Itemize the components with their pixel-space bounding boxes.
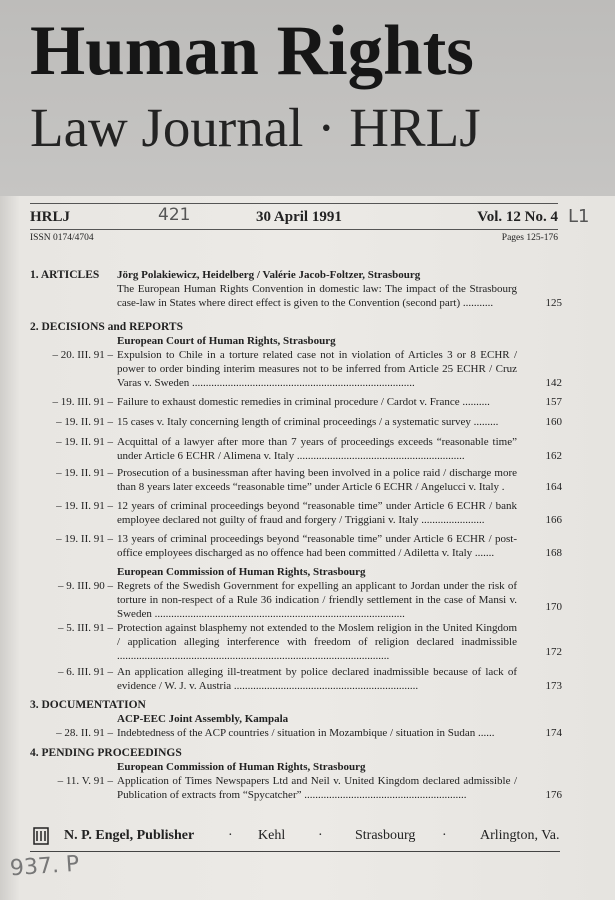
entry-page: 157 <box>545 396 562 408</box>
entry-page: 172 <box>545 646 562 658</box>
entry-date: – 19. II. 91 – <box>56 436 113 448</box>
toc-entry: 12 years of criminal proceedings beyond “reasonable time” under Article 6 ECHR / bank employee declared not guilty of fraud and forgery / Triggiani v. Italy ....................... <box>117 500 517 526</box>
article-page: 125 <box>545 297 562 309</box>
pending-subheading: European Commission of Human Rights, Strasbourg <box>117 761 366 773</box>
entry-page: 142 <box>545 377 562 389</box>
article-authors: Jörg Polakiewicz, Heidelberg / Valérie Jacob-Foltzer, Strasbourg <box>117 269 421 281</box>
toc-entry: Prosecution of a businessman after having been involved in a police raid / discharge more than 8 years later exceeds “reasonable time” under Article 6 ECHR / Angelucci v. Italy . <box>117 467 517 493</box>
page-range: Pages 125-176 <box>501 233 558 243</box>
entry-page: 170 <box>545 601 562 613</box>
entry-page: 166 <box>545 514 562 526</box>
toc-entry: Acquittal of a lawyer after more than 7 years of proceedings exceeds “reasonable time” under Article 6 ECHR / Alimena v. Italy ............................................................. <box>117 436 517 462</box>
section-heading-articles: 1. ARTICLES <box>30 269 100 281</box>
journal-title: Human Rights <box>30 12 474 90</box>
entry-date: – 6. III. 91 – <box>58 666 113 678</box>
toc-entry: 15 cases v. Italy concerning length of criminal proceedings / a systematic survey ......... <box>117 416 499 428</box>
section-heading-decisions: 2. DECISIONS and REPORTS <box>30 321 183 333</box>
issn: ISSN 0174/4704 <box>30 233 94 243</box>
entry-page: 162 <box>545 450 562 462</box>
toc-entry: Application of Times Newspapers Ltd and Neil v. United Kingdom declared admissible / Publication of extracts from “Spycatcher” ........................................................... <box>117 775 517 801</box>
volume-number: Vol. 12 No. 4 <box>477 209 558 225</box>
entry-date: – 20. III. 91 – <box>52 349 113 361</box>
entry-date: – 19. II. 91 – <box>56 500 113 512</box>
city-arlington: Arlington, Va. <box>480 828 560 843</box>
entry-page: 164 <box>545 481 562 493</box>
toc-entry: An application alleging ill-treatment by police declared inadmissible because of lack of evidence / W. J. v. Austria ................................................................... <box>117 666 517 692</box>
entry-page: 174 <box>545 727 562 739</box>
handwritten-stamp: 937. P <box>9 851 81 882</box>
entry-page: 173 <box>545 680 562 692</box>
footer-separator: · <box>442 828 447 843</box>
documentation-subheading: ACP-EEC Joint Assembly, Kampala <box>117 713 289 725</box>
city-kehl: Kehl <box>258 828 286 843</box>
toc-entry: Failure to exhaust domestic remedies in criminal procedure / Cardot v. France .......... <box>117 396 490 408</box>
toc-entry: 13 years of criminal proceedings beyond “reasonable time” under Article 6 ECHR / post-office employees discharged as no offence had been committed / Adiletta v. Italy ....... <box>117 533 517 559</box>
publisher-name: N. P. Engel, Publisher <box>64 828 195 843</box>
section-heading-pending: 4. PENDING PROCEEDINGS <box>30 747 182 759</box>
entry-date: – 19. II. 91 – <box>56 467 113 479</box>
issue-date: 30 April 1991 <box>256 209 342 225</box>
entry-page: 168 <box>545 547 562 559</box>
section-heading-documentation: 3. DOCUMENTATION <box>30 699 146 711</box>
city-strasbourg: Strasbourg <box>355 828 416 843</box>
entry-date: – 19. III. 91 – <box>52 396 113 408</box>
issue-header <box>30 206 558 228</box>
entry-page: 160 <box>545 416 562 428</box>
margin-mark: L1 <box>568 206 590 227</box>
entry-date: – 5. III. 91 – <box>58 622 113 634</box>
header-rule-top <box>30 203 558 204</box>
publisher-logo-icon <box>33 826 49 846</box>
handwritten-number: 421 <box>158 205 191 225</box>
journal-abbrev: HRLJ <box>30 209 71 225</box>
article-entry: The European Human Rights Convention in domestic law: The impact of the Strasbourg case-law in States where direct effect is given to the Convention (second part) ........... <box>117 283 517 309</box>
header-rule-bottom <box>30 229 558 230</box>
toc-entry: Indebtedness of the ACP countries / situation in Mozambique / situation in Sudan ...... <box>117 727 495 739</box>
entry-date: – 9. III. 90 – <box>58 580 113 592</box>
entry-page: 176 <box>545 789 562 801</box>
toc-entry: Regrets of the Swedish Government for expelling an applicant to Jordan under the risk of torture in non-respect of a Rule 36 indication / friendly settlement in the case of Mansi v. Sweden ........................................................................................... <box>117 580 517 620</box>
commission-heading: European Commission of Human Rights, Strasbourg <box>117 566 366 578</box>
footer-rule <box>30 851 560 852</box>
entry-date: – 11. V. 91 – <box>57 775 113 787</box>
entry-date: – 28. II. 91 – <box>56 727 113 739</box>
toc-entry: Expulsion to Chile in a torture related case not in violation of Articles 3 or 8 ECHR / power to order binding interim measures not to be inferred from Article 25 ECHR / Cruz Varas v. Sweden ................................................................................. <box>117 349 517 389</box>
entry-date: – 19. II. 91 – <box>56 416 113 428</box>
footer-separator: · <box>228 828 233 843</box>
footer-separator: · <box>318 828 323 843</box>
entry-date: – 19. II. 91 – <box>56 533 113 545</box>
journal-subtitle: Law Journal · HRLJ <box>30 97 481 158</box>
toc-entry: Protection against blasphemy not extended to the Moslem religion in the United Kingdom / application alleging interference with freedom of religion declared inadmissible ................................................................................................... <box>117 622 517 662</box>
masthead <box>0 0 615 196</box>
court-heading: European Court of Human Rights, Strasbourg <box>117 335 336 347</box>
